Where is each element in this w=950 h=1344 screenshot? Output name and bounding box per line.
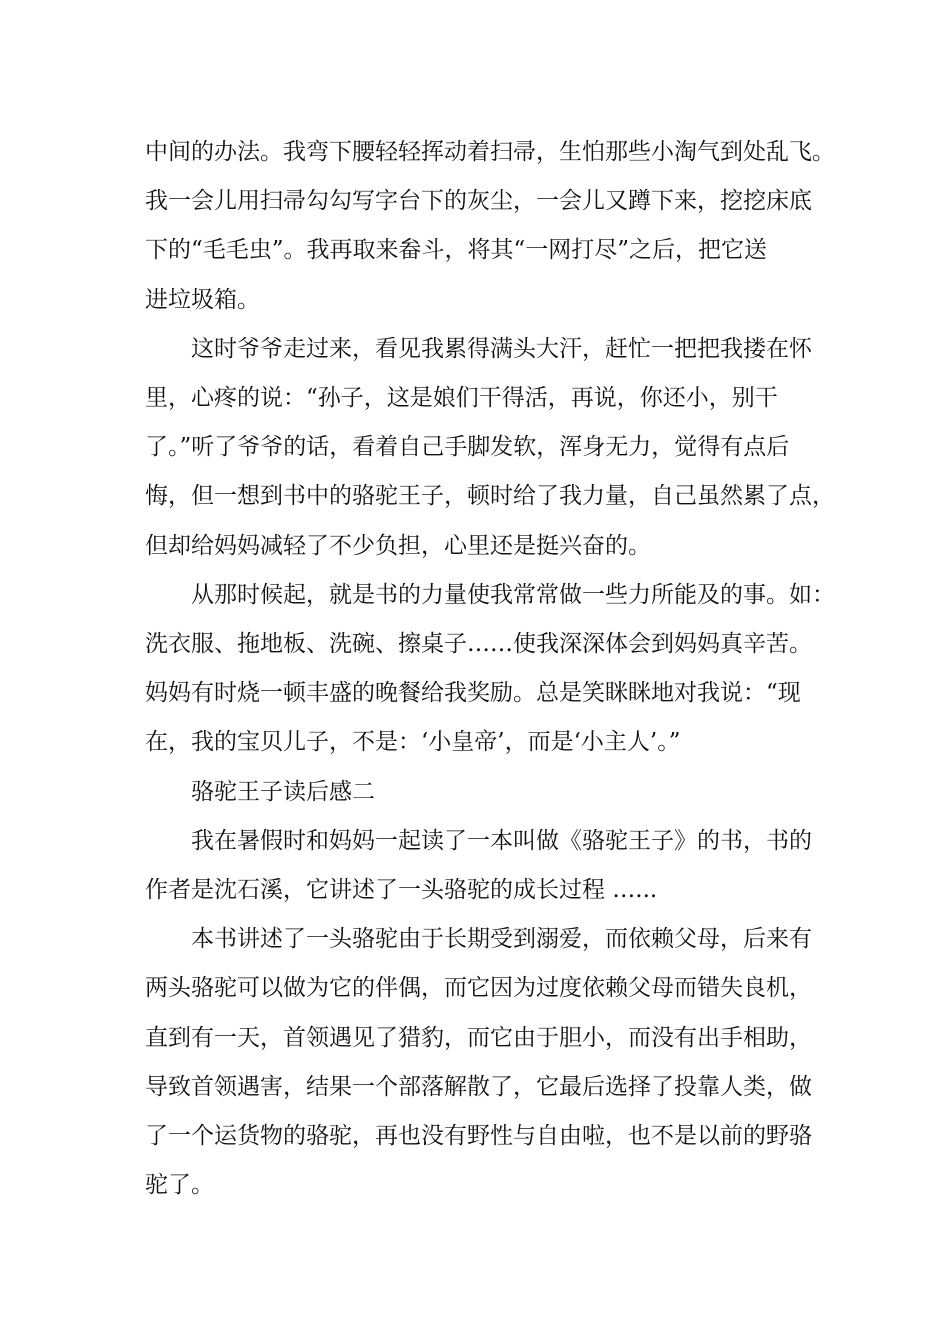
text-line: 从那时候起，就是书的力量使我常常做一些力所能及的事。如： (191, 581, 835, 608)
document-body (145, 128, 835, 1210)
text-line: 中间的办法。我弯下腰轻轻挥动着扫帚，生怕那些小淘气到处乱飞。 (145, 139, 835, 165)
text-line: 两头骆驼可以做为它的伴偶，而它因为过度依赖父母而错失良机， (145, 975, 812, 1002)
section-heading (145, 768, 820, 817)
text-line: 但却给妈妈减轻了不少负担，心里还是挺兴奋的。 (145, 532, 651, 559)
paragraph-2 (145, 325, 835, 571)
text-line: 作者是沈石溪，它讲述了一头骆驼的成长过程 …... (145, 877, 658, 904)
text-line: 直到有一天，首领遇见了猎豹，而它由于胆小，而没有出手相助， (145, 1024, 812, 1051)
text-line: 了一个运货物的骆驼，再也没有野性与自由啦，也不是以前的野骆 (145, 1123, 812, 1150)
text-line: 了。”听了爷爷的话，看着自己手脚发软，浑身无力，觉得有点后 (145, 434, 790, 461)
text-line: 导致首领遇害，结果一个部落解散了，它最后选择了投靠人类，做 (145, 1073, 812, 1100)
text-line: 妈妈有时烧一顿丰盛的晚餐给我奖励。总是笑眯眯地对我说：“现 (145, 680, 801, 707)
text-line: 本书讲述了一头骆驼由于长期受到溺爱，而依赖父母，后来有 (191, 926, 812, 953)
text-line: 驼了。 (145, 1172, 214, 1199)
text-line: 进垃圾箱。 (145, 286, 260, 313)
paragraph-5 (145, 915, 820, 1210)
text-line: 我一会儿用扫帚勾勾写字台下的灰尘，一会儿又蹲下来，挖挖床底 (145, 188, 812, 215)
text-line: 悔，但一想到书中的骆驼王子，顿时给了我力量，自己虽然累了点， (145, 483, 835, 510)
paragraph-1 (145, 128, 835, 325)
heading-text: 骆驼王子读后感二 (191, 778, 375, 805)
paragraph-3 (145, 571, 835, 768)
text-line: 下的“毛毛虫”。我再取来畚斗，将其“一网打尽”之后，把它送 (145, 237, 768, 264)
text-line: 这时爷爷走过来，看见我累得满头大汗，赶忙一把把我搂在怀 (191, 335, 812, 362)
text-line: 在，我的宝贝儿子，不是：‘小皇帝’，而是‘小主人’。” (145, 729, 681, 756)
text-line: 洗衣服、拖地板、洗碗、擦桌子……使我深深体会到妈妈真辛苦。 (145, 631, 812, 658)
text-line: 我在暑假时和妈妈一起读了一本叫做《骆驼王子》的书，书的 (191, 827, 812, 854)
paragraph-4 (145, 817, 820, 915)
text-line: 里，心疼的说：“孙子，这是娘们干得活，再说，你还小，别干 (145, 385, 778, 412)
